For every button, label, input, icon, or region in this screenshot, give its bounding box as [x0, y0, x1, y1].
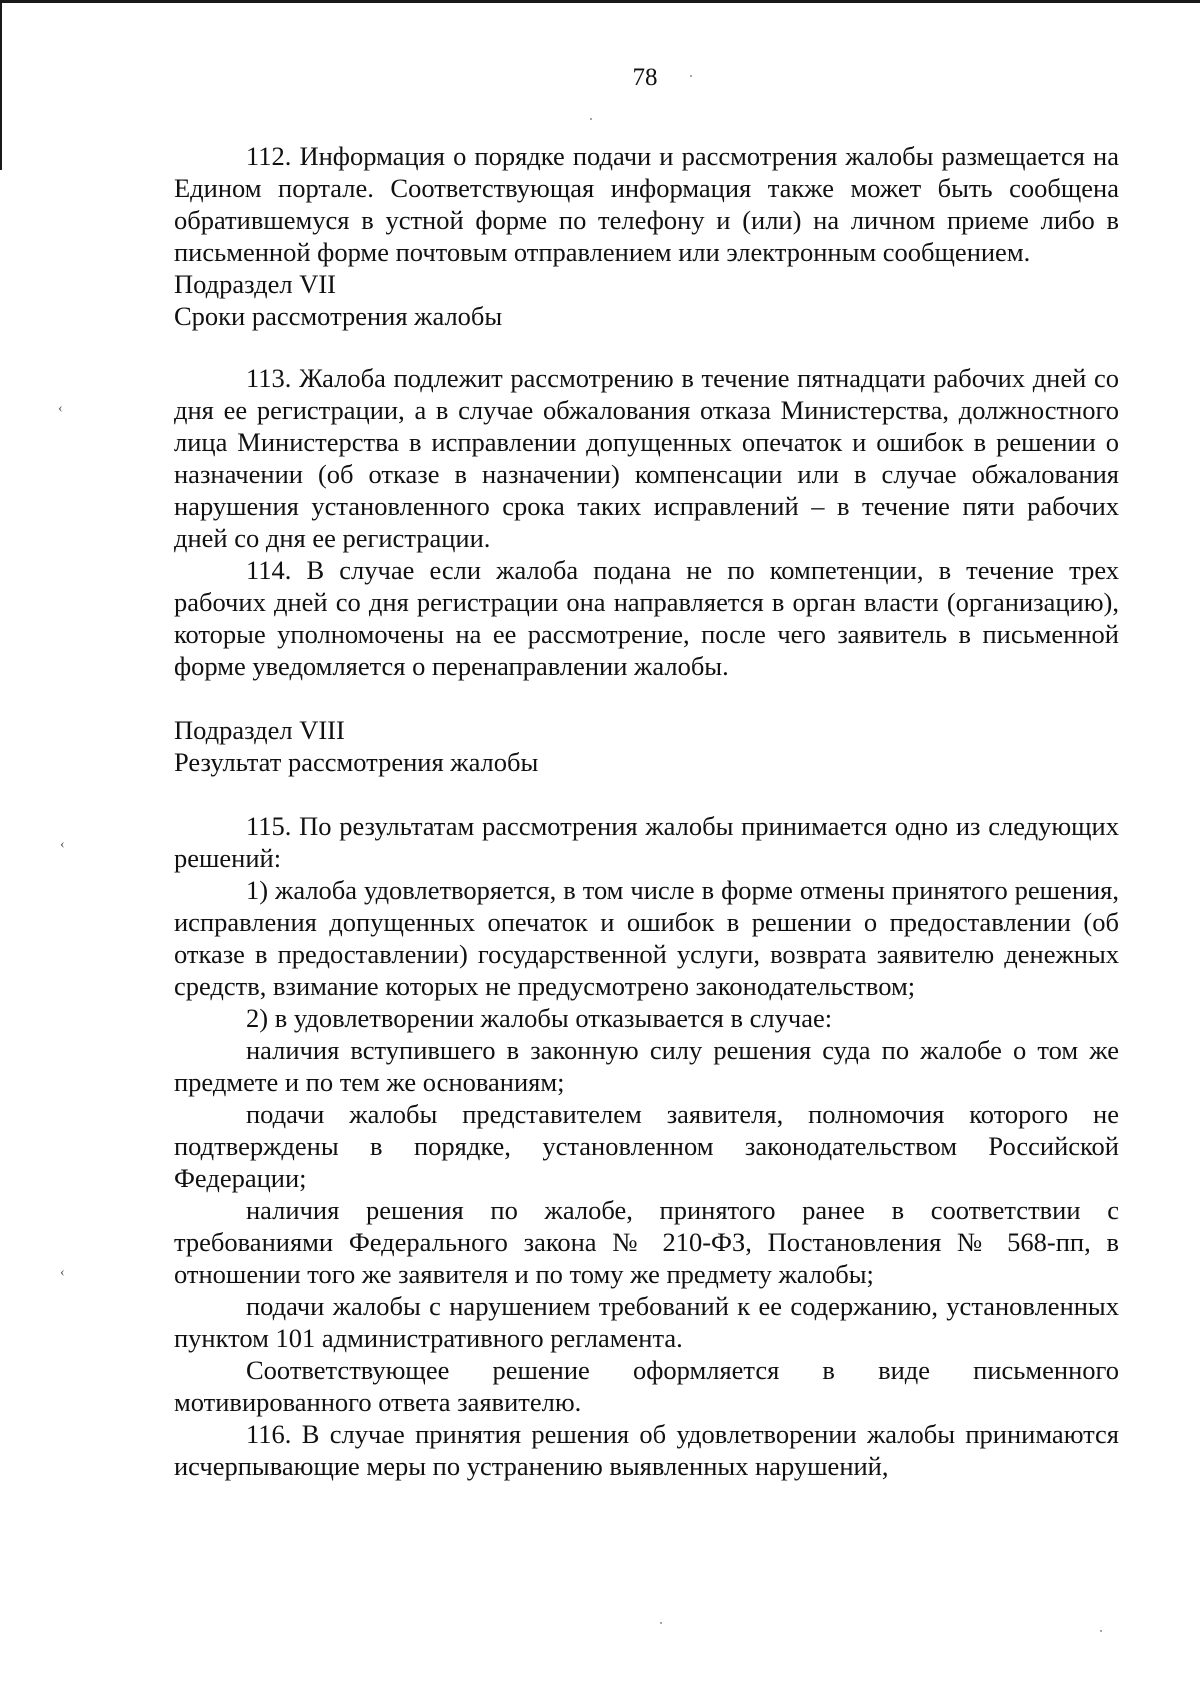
paragraph-114: 114. В случае если жалоба подана не по компетенции, в течение трех рабочих дней со дня регистрации она направляется в орган власти (организацию), которые уполномочены на ее рассмотрение, после чего заявитель в письменной форме уведомляется о перенаправлении жалобы.: [174, 555, 1119, 681]
paragraph-decision-form: Соответствующее решение оформляется в виде письменного мотивированного ответа заявителю.: [174, 1355, 1119, 1417]
subsection-heading-vii: Подраздел VII: [174, 269, 336, 299]
paragraph-116: 116. В случае принятия решения об удовлетворении жалобы принимаются исчерпывающие меры по устранению выявленных нарушений,: [174, 1419, 1119, 1481]
paragraph-refusal-prior-decision: наличия решения по жалобе, принятого ранее в соответствии с требованиями Федерального закона № 210-ФЗ, Постановления № 568-пп, в отношении того же заявителя и по тому же предмету жалобы;: [174, 1195, 1119, 1289]
paragraph-refusal-court: наличия вступившего в законную силу решения суда по жалобе о том же предмете и по тем же основаниям;: [174, 1035, 1119, 1097]
subsection-heading-viii: Подраздел VIII: [174, 715, 345, 745]
scan-speck: ‹: [58, 401, 63, 416]
spacer: [174, 682, 1119, 714]
subsection-title-viii: Результат рассмотрения жалобы: [174, 747, 539, 777]
scan-speck: [590, 118, 592, 120]
paragraph-113: 113. Жалоба подлежит рассмотрению в течение пятнадцати рабочих дней со дня ее регистрации, а в случае обжалования отказа Министерства, должностного лица Министерства в исправлении допущенных опечаток и ошибок в решении о назначении (об отказе в назначении) компенсации или в случае обжалования нарушения установленного срока таких исправлений – в течение пяти рабочих дней со дня ее регистрации.: [174, 363, 1119, 553]
spacer: [174, 332, 1119, 362]
paragraph-refusal-content: подачи жалобы с нарушением требований к ее содержанию, установленных пунктом 101 административного регламента.: [174, 1291, 1119, 1353]
paragraph-115: 115. По результатам рассмотрения жалобы принимается одно из следующих решений:: [174, 811, 1119, 873]
document-body: [174, 140, 1119, 1482]
spacer: [174, 778, 1119, 810]
scan-speck: ‹: [60, 837, 65, 852]
scan-speck: [1100, 1630, 1102, 1632]
paragraph-115-item-2: 2) в удовлетворении жалобы отказывается в случае:: [246, 1003, 833, 1033]
scan-speck: [660, 1622, 662, 1624]
scan-speck: [690, 75, 692, 77]
page-number: 78: [632, 64, 658, 91]
scan-speck: ‹: [60, 1265, 65, 1280]
paragraph-112: 112. Информация о порядке подачи и рассмотрения жалобы размещается на Едином портале. Соответствующая информация также может быть сообщена обратившемуся в устной форме по телефону и (или) на личном приеме либо в письменной форме почтовым отправлением или электронным сообщением.: [174, 141, 1119, 267]
paragraph-refusal-representative: подачи жалобы представителем заявителя, полномочия которого не подтверждены в порядке, установленном законодательством Российской Федерации;: [174, 1099, 1119, 1193]
scan-edge-top: [0, 0, 1200, 3]
paragraph-115-item-1: 1) жалоба удовлетворяется, в том числе в форме отмены принятого решения, исправления допущенных опечаток и ошибок в решении о предоставлении (об отказе в предоставлении) государственной услуги, возврата заявителю денежных средств, взимание которых не предусмотрено законодательством;: [174, 875, 1119, 1001]
subsection-title-vii: Сроки рассмотрения жалобы: [174, 301, 503, 331]
